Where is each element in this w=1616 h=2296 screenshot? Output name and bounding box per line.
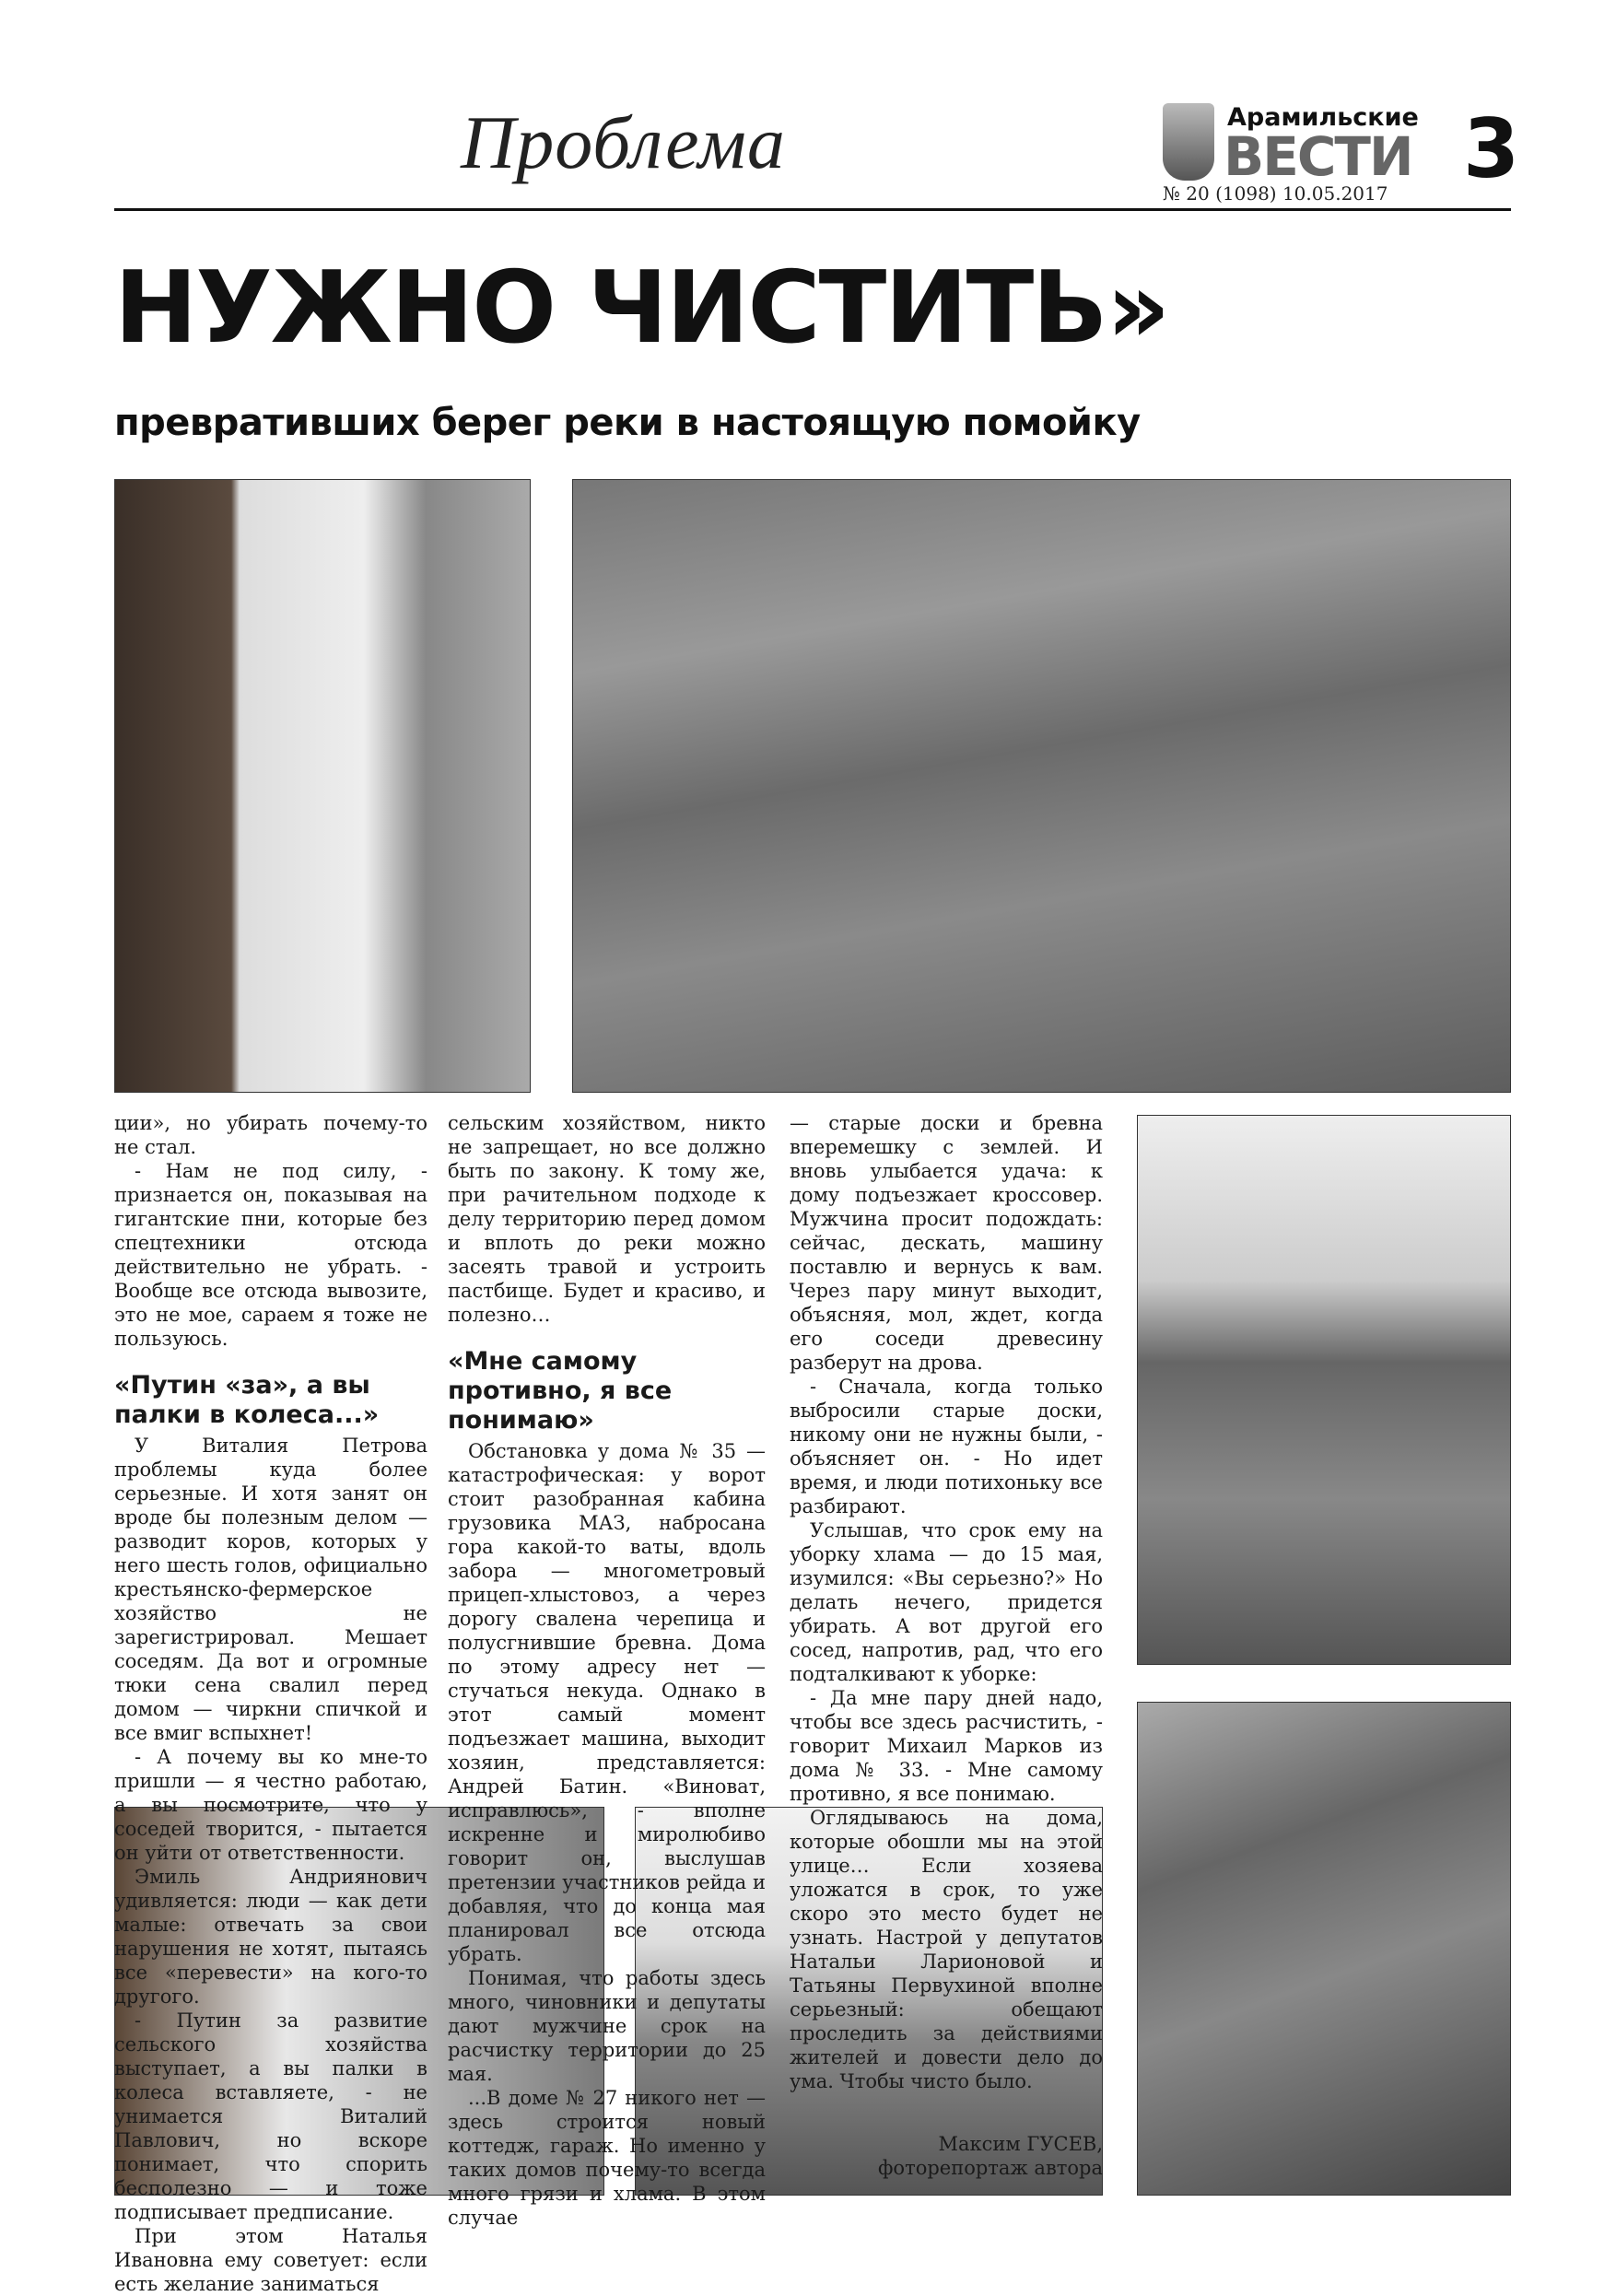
paragraph: Обстановка у дома № 35 — катастрофическая: у ворот стоит разобранная кабина грузовика МАЗ, набросана гора какой-то ваты, вдоль забора — многометровый прицеп-хлыстовоз, а через дорогу свалена черепица и полусгнившие бревна. Дома по этому адресу нет — стучаться некуда. Однако в этот самый момент подъезжает машина, выходит хозяин, представляется: Андрей Батин. «Виноват, исправлюсь», - вполне искренне и миролюбиво говорит он, выслушав претензии участников рейда и добавляя, что до конца мая планировал все отсюда убрать.: [448, 1440, 766, 1965]
subheading: «Мне самому противно, я все понимаю»: [448, 1347, 673, 1435]
paragraph: ...В доме № 27 никого нет — здесь строится новый коттедж, гараж. Но именно у таких домов почему-то всегда много грязи и хлама. В этом случае: [448, 2087, 766, 2229]
photo-truck-cab: [1137, 1115, 1511, 1665]
text-column-1: [114, 1111, 427, 2296]
paragraph: - А почему вы ко мне-то пришли — я честно работаю, а вы посмотрите, что у соседей творится, - пытается он уйти от ответственности.: [114, 1746, 427, 1864]
photo-officer-at-door: [114, 479, 531, 1093]
paragraph: При этом Наталья Ивановна ему советует: если есть желание заниматься: [114, 2225, 427, 2295]
paragraph: Понимая, что работы здесь много, чиновники и депутаты дают мужчине срок на расчистку территории до 25 мая.: [448, 1967, 766, 2085]
paragraph: Оглядываюсь на дома, которые обошли мы на этой улице… Если хозяева уложатся в срок, то уже скоро это место будет не узнать. Настрой у депутатов Натальи Ларионовой и Татьяны Первухиной вполне серьезный: обещают проследить за действиями жителей и довести дело до ума. Чтобы чисто было.: [790, 1807, 1103, 2092]
text-column-3: [790, 1111, 1103, 2180]
section-title: Проблема: [461, 100, 786, 184]
text-column-2: [448, 1111, 766, 2230]
byline: [790, 2132, 1103, 2180]
paragraph: - Путин за развитие сельского хозяйства выступает, а вы палки в колеса вставляете, - не унимается Виталий Павлович, но вскоре понимает, что спорить бесполезно — и тоже подписывает предписание.: [114, 2009, 427, 2223]
logo-big-text: ВЕСТИ: [1224, 125, 1412, 188]
newspaper-logo: [1163, 100, 1419, 188]
page-number: 3: [1463, 101, 1520, 196]
paragraph: ции», но убирать почему-то не стал.: [114, 1112, 427, 1158]
paragraph: Эмиль Андриянович удивляется: люди — как дети малые: отвечать за свои нарушения не хотят, пытаясь все «перевести» на кого-то другого.: [114, 1866, 427, 2008]
paragraph: - Да мне пару дней надо, чтобы все здесь расчистить, - говорит Михаил Марков из дома № 33. - Мне самому противно, я все понимаю.: [790, 1687, 1103, 1805]
paragraph: Услышав, что срок ему на уборку хлама — до 15 мая, изумился: «Вы серьезно?» Но делать нечего, придется убирать. А вот другой его сосед, напротив, рад, что его подталкивают к уборке:: [790, 1519, 1103, 1685]
headline: НУЖНО ЧИСТИТЬ»: [114, 251, 1169, 366]
paragraph: — старые доски и бревна вперемешку с землей. И вновь улыбается удача: к дому подъезжает кроссовер. Мужчина просит подождать: сейчас, дескать, машину поставлю и вернусь к вам. Через пару минут выходит, объясняя, мол, ждет, когда его соседи древесину разберут на дрова.: [790, 1112, 1103, 1374]
logo-small-text: Арамильские: [1227, 103, 1419, 132]
subheading: «Путин «за», а вы палки в колеса...»: [114, 1371, 380, 1429]
header-rule: [114, 208, 1511, 211]
paragraph: сельским хозяйством, никто не запрещает, но все должно быть по закону. К тому же, при рачительном подходе к делу территорию перед домом и вплоть до реки можно засеять травой и устроить пастбище. Будет и красиво, и полезно…: [448, 1112, 766, 1326]
paragraph: У Виталия Петрова проблемы куда более серьезные. И хотя занят он вроде бы полезным делом — разводит коров, которых у него шесть голов, официально крестьянско-фермерское хозяйство не зарегистрировал. Мешает соседям. Да вот и огромные тюки сена свалил перед домом — чиркни спичкой и все вмиг вспыхнет!: [114, 1435, 427, 1744]
author-name: Максим ГУСЕВ,: [938, 2133, 1103, 2155]
photo-credit: фоторепортаж автора: [878, 2157, 1103, 2179]
issue-info: № 20 (1098) 10.05.2017: [1163, 182, 1388, 205]
photo-debris-pile: [572, 479, 1511, 1093]
paragraph: - Сначала, когда только выбросили старые доски, никому они не нужны были, - объясняет он. - Но идет время, и люди потихоньку все разбирают.: [790, 1376, 1103, 1517]
coat-of-arms-icon: [1163, 103, 1214, 181]
photo-logs: [1137, 1702, 1511, 2196]
subtitle: превративших берег реки в настоящую помойку: [114, 402, 1141, 444]
paragraph: - Нам не под силу, - признается он, показывая на гигантские пни, которые без спецтехники отсюда действительно не убрать. - Вообще все отсюда вывозите, это не мое, сараем я тоже не пользуюсь.: [114, 1160, 427, 1350]
